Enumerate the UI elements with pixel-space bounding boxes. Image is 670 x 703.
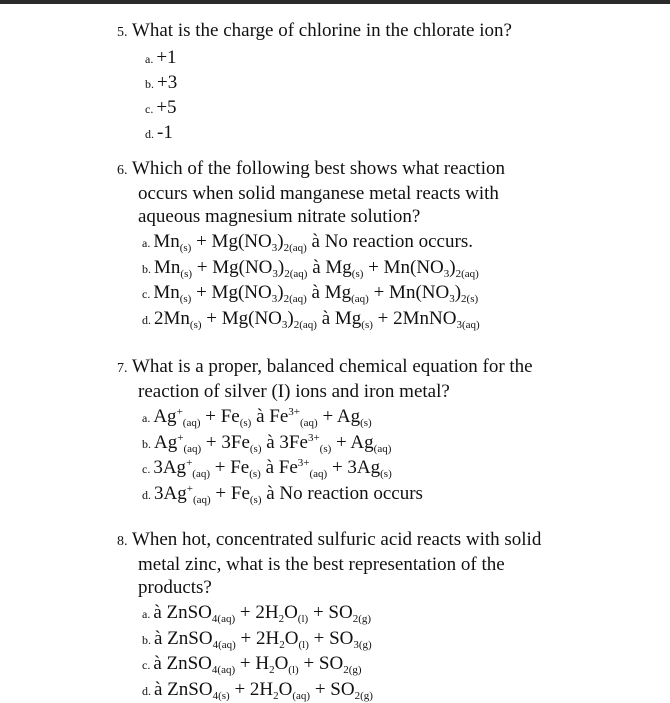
subscript: 2(g) <box>353 613 371 625</box>
equation-text: + 2MnNO <box>373 308 457 329</box>
answer-option[interactable] <box>117 96 657 121</box>
subscript: (s) <box>180 293 192 305</box>
answer-option[interactable] <box>117 71 657 96</box>
subscript: (aq) <box>192 468 210 480</box>
question-7 <box>117 355 657 507</box>
subscript: 3 <box>282 319 288 331</box>
subscript: 4(aq) <box>213 639 236 651</box>
equation-text: + Fe <box>211 483 250 504</box>
question-line: When hot, concentrated sulfuric acid reacts with solid <box>132 529 541 550</box>
subscript: 3 <box>272 293 278 305</box>
chemical-equation <box>154 679 373 700</box>
option-letter: d. <box>142 488 151 502</box>
superscript: + <box>177 432 183 444</box>
option-letter: b. <box>142 437 151 451</box>
equation-text: ) <box>449 257 455 278</box>
equation-text: + Mn(NO <box>363 257 443 278</box>
option-letter: d. <box>145 127 154 141</box>
answer-option[interactable] <box>117 456 657 482</box>
answer-option[interactable] <box>117 46 657 71</box>
option-letter: a. <box>142 607 150 621</box>
chemical-equation <box>153 406 371 427</box>
equation-text: + H <box>235 653 269 674</box>
equation-text: à Mg <box>307 282 351 303</box>
chemical-equation <box>153 231 473 252</box>
answer-option[interactable] <box>117 601 657 627</box>
subscript: (l) <box>288 664 298 676</box>
superscript: 3+ <box>298 457 310 469</box>
option-letter: d. <box>142 684 151 698</box>
subscript: 2(g) <box>355 690 373 702</box>
question-number: 8. <box>117 534 128 549</box>
question-5 <box>117 19 657 146</box>
answer-options <box>117 230 657 332</box>
option-text: -1 <box>157 122 173 143</box>
superscript: 3+ <box>288 406 300 418</box>
top-border <box>0 0 670 4</box>
subscript: (aq) <box>300 417 318 429</box>
subscript: 2 <box>279 639 285 651</box>
answer-options <box>117 46 657 146</box>
equation-text: + Fe <box>201 406 240 427</box>
equation-text: à Fe <box>251 406 288 427</box>
chemical-equation <box>153 602 371 623</box>
question-text <box>117 355 657 403</box>
equation-text: 3Ag <box>153 457 186 478</box>
subscript: (s) <box>180 242 192 254</box>
question-line: What is the charge of chlorine in the chlorate ion? <box>132 20 512 41</box>
equation-text: + 3Fe <box>201 432 250 453</box>
question-line: aqueous magnesium nitrate solution? <box>117 205 657 228</box>
equation-text: à ZnSO <box>153 653 212 674</box>
equation-text: + 3Ag <box>327 457 380 478</box>
chemical-equation <box>154 432 391 453</box>
equation-text: à No reaction occurs <box>262 483 423 504</box>
subscript: 4(s) <box>213 690 230 702</box>
equation-text: à ZnSO <box>154 628 213 649</box>
answer-option[interactable] <box>117 652 657 678</box>
equation-text: Ag <box>153 406 176 427</box>
subscript: 2(aq) <box>284 293 307 305</box>
option-letter: a. <box>142 411 150 425</box>
equation-text: ) <box>277 231 283 252</box>
answer-option[interactable] <box>117 281 657 307</box>
subscript: (s) <box>361 319 373 331</box>
superscript: + <box>177 406 183 418</box>
equation-text: + Mg(NO <box>202 308 282 329</box>
subscript: 4(aq) <box>212 664 235 676</box>
equation-text: ) <box>455 282 461 303</box>
option-letter: c. <box>142 462 150 476</box>
option-letter: c. <box>142 658 150 672</box>
equation-text: + SO <box>299 653 344 674</box>
subscript: 2(aq) <box>284 242 307 254</box>
option-letter: c. <box>142 287 150 301</box>
option-letter: a. <box>145 52 153 66</box>
option-text: +3 <box>157 72 177 93</box>
subscript: (s) <box>352 268 364 280</box>
question-number: 5. <box>117 25 128 40</box>
option-letter: c. <box>145 102 153 116</box>
subscript: 3(aq) <box>456 319 479 331</box>
subscript: 2(aq) <box>284 268 307 280</box>
subscript: (aq) <box>183 443 201 455</box>
equation-text: + Mg(NO <box>191 231 271 252</box>
question-line: occurs when solid manganese metal reacts with <box>117 182 657 205</box>
superscript: + <box>187 483 193 495</box>
chemical-equation <box>153 653 361 674</box>
subscript: (aq) <box>351 293 369 305</box>
subscript: (s) <box>380 468 392 480</box>
subscript: 2(aq) <box>294 319 317 331</box>
subscript: (s) <box>360 417 372 429</box>
subscript: 3(g) <box>353 639 371 651</box>
equation-text: O <box>284 602 298 623</box>
subscript: (l) <box>298 613 308 625</box>
subscript: 3 <box>449 293 455 305</box>
equation-text: + SO <box>310 679 355 700</box>
equation-text: O <box>275 653 289 674</box>
chemical-equation <box>154 257 479 278</box>
equation-text: + Ag <box>331 432 373 453</box>
answer-options <box>117 601 657 703</box>
subscript: (s) <box>180 268 192 280</box>
chemical-equation <box>153 457 391 478</box>
equation-text: Mn <box>154 257 180 278</box>
equation-text: Ag <box>154 432 177 453</box>
answer-option[interactable] <box>117 627 657 653</box>
answer-option[interactable] <box>117 482 657 508</box>
answer-option[interactable] <box>117 230 657 256</box>
subscript: 3 <box>444 268 450 280</box>
equation-text: + 2H <box>230 679 273 700</box>
question-text <box>117 19 657 44</box>
subscript: (s) <box>190 319 202 331</box>
equation-text: O <box>279 679 293 700</box>
equation-text: ) <box>277 282 283 303</box>
equation-text: à Mg <box>307 257 351 278</box>
subscript: (s) <box>320 443 332 455</box>
question-6 <box>117 157 657 332</box>
option-letter: b. <box>145 77 154 91</box>
question-line: reaction of silver (I) ions and iron metal? <box>117 380 657 403</box>
chemical-equation <box>154 308 480 329</box>
question-line: products? <box>117 576 657 599</box>
chemical-equation <box>154 628 372 649</box>
equation-text: à 3Fe <box>262 432 308 453</box>
subscript: (aq) <box>292 690 310 702</box>
option-text: +1 <box>156 47 176 68</box>
equation-text: à No reaction occurs. <box>307 231 473 252</box>
equation-text: + Mg(NO <box>191 282 271 303</box>
equation-text: ) <box>278 257 284 278</box>
answer-option[interactable] <box>117 256 657 282</box>
subscript: (s) <box>249 468 261 480</box>
equation-text: 2Mn <box>154 308 190 329</box>
subscript: (s) <box>250 494 262 506</box>
subscript: (aq) <box>309 468 327 480</box>
equation-text: + Ag <box>318 406 360 427</box>
equation-text: à ZnSO <box>153 602 212 623</box>
option-letter: b. <box>142 262 151 276</box>
question-text <box>117 528 657 599</box>
question-line: metal zinc, what is the best representation of the <box>117 553 657 576</box>
chemical-equation <box>153 282 478 303</box>
subscript: 2 <box>273 690 279 702</box>
equation-text: 3Ag <box>154 483 187 504</box>
question-line: Which of the following best shows what reaction <box>132 158 505 179</box>
equation-text: + Mg(NO <box>192 257 272 278</box>
subscript: (aq) <box>374 443 392 455</box>
subscript: (s) <box>240 417 252 429</box>
option-text: +5 <box>156 97 176 118</box>
equation-text: à Mg <box>317 308 361 329</box>
answer-option[interactable] <box>117 405 657 431</box>
subscript: 4(aq) <box>212 613 235 625</box>
question-8 <box>117 528 657 703</box>
subscript: 2(g) <box>343 664 361 676</box>
equation-text: O <box>285 628 299 649</box>
option-letter: b. <box>142 633 151 647</box>
equation-text: + Mn(NO <box>369 282 449 303</box>
subscript: (aq) <box>183 417 201 429</box>
option-letter: d. <box>142 313 151 327</box>
equation-text: Mn <box>153 231 179 252</box>
question-text <box>117 157 657 228</box>
equation-text: + 2H <box>236 628 279 649</box>
question-line: What is a proper, balanced chemical equation for the <box>132 356 533 377</box>
equation-text: ) <box>287 308 293 329</box>
equation-text: + SO <box>308 602 353 623</box>
answer-option[interactable] <box>117 121 657 146</box>
equation-text: + SO <box>309 628 354 649</box>
question-number: 6. <box>117 163 128 178</box>
subscript: 2 <box>269 664 275 676</box>
subscript: 2 <box>279 613 285 625</box>
subscript: 3 <box>272 242 278 254</box>
option-letter: a. <box>142 236 150 250</box>
superscript: + <box>186 457 192 469</box>
question-number: 7. <box>117 361 128 376</box>
answer-option[interactable] <box>117 431 657 457</box>
equation-text: à ZnSO <box>154 679 213 700</box>
equation-text: à Fe <box>261 457 298 478</box>
answer-option[interactable] <box>117 678 657 703</box>
subscript: (aq) <box>193 494 211 506</box>
superscript: 3+ <box>308 432 320 444</box>
subscript: (s) <box>250 443 262 455</box>
subscript: (l) <box>298 639 308 651</box>
answer-option[interactable] <box>117 307 657 333</box>
equation-text: + Fe <box>210 457 249 478</box>
subscript: 2(s) <box>461 293 478 305</box>
equation-text: Mn <box>153 282 179 303</box>
subscript: 2(aq) <box>456 268 479 280</box>
chemical-equation <box>154 483 423 504</box>
equation-text: + 2H <box>235 602 278 623</box>
answer-options <box>117 405 657 507</box>
subscript: 3 <box>272 268 278 280</box>
